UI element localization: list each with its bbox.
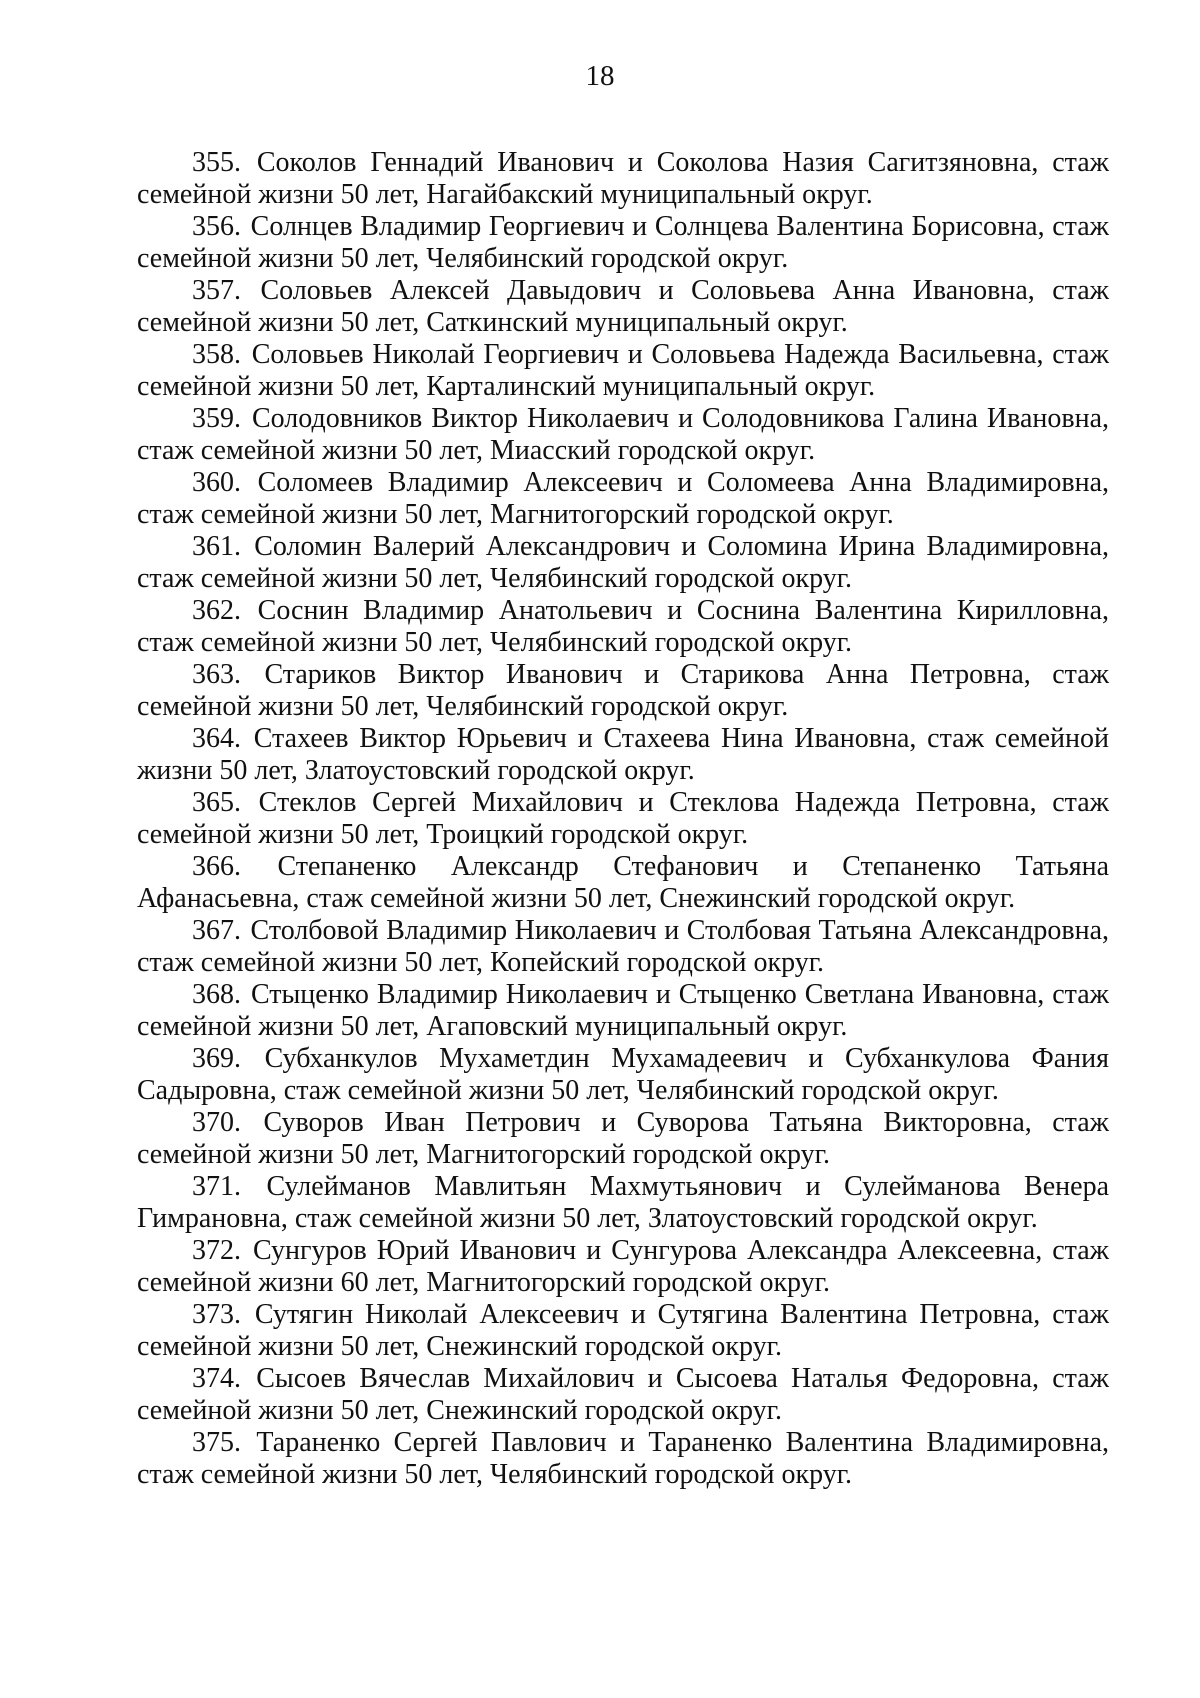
entry-number: 362. bbox=[192, 595, 241, 626]
entry-list bbox=[137, 147, 1109, 1491]
entry-text: Соломеев Владимир Алексеевич и Соломеева Анна Владимировна, стаж семейной жизни 50 лет, Магнитогорский городской округ. bbox=[137, 467, 1109, 530]
entry-text: Тараненко Сергей Павлович и Тараненко Валентина Владимировна, стаж семейной жизни 50 лет, Челябинский городской округ. bbox=[137, 1427, 1110, 1490]
entry-number: 372. bbox=[192, 1235, 241, 1266]
list-item bbox=[137, 1043, 1109, 1107]
list-item bbox=[137, 1427, 1109, 1491]
entry-text: Стыценко Владимир Николаевич и Стыценко Светлана Ивановна, стаж семейной жизни 50 лет, Агаповский муниципальный округ. bbox=[137, 979, 1109, 1042]
list-item bbox=[137, 147, 1109, 211]
entry-text: Соловьев Алексей Давыдович и Соловьева Анна Ивановна, стаж семейной жизни 50 лет, Саткинский муниципальный округ. bbox=[137, 275, 1110, 338]
list-item bbox=[137, 1299, 1109, 1363]
entry-number: 363. bbox=[192, 659, 241, 690]
entry-text: Столбовой Владимир Николаевич и Столбовая Татьяна Александровна, стаж семейной жизни 50 лет, Копейский городской округ. bbox=[137, 915, 1110, 978]
list-item bbox=[137, 1107, 1109, 1171]
entry-text: Сутягин Николай Алексеевич и Сутягина Валентина Петровна, стаж семейной жизни 50 лет, Снежинский городской округ. bbox=[137, 1299, 1109, 1362]
entry-text: Стариков Виктор Иванович и Старикова Анна Петровна, стаж семейной жизни 50 лет, Челябинский городской округ. bbox=[137, 659, 1110, 722]
entry-number: 358. bbox=[192, 339, 241, 370]
entry-number: 366. bbox=[192, 851, 241, 882]
list-item bbox=[137, 275, 1109, 339]
entry-number: 355. bbox=[192, 147, 241, 178]
list-item bbox=[137, 1171, 1109, 1235]
list-item bbox=[137, 339, 1109, 403]
entry-text: Суворов Иван Петрович и Суворова Татьяна Викторовна, стаж семейной жизни 50 лет, Магнитогорский городской округ. bbox=[137, 1107, 1110, 1170]
entry-text: Сысоев Вячеслав Михайлович и Сысоева Наталья Федоровна, стаж семейной жизни 50 лет, Снежинский городской округ. bbox=[137, 1363, 1110, 1426]
entry-text: Степаненко Александр Стефанович и Степаненко Татьяна Афанасьевна, стаж семейной жизни 50 лет, Снежинский городской округ. bbox=[137, 851, 1110, 914]
list-item bbox=[137, 595, 1109, 659]
entry-text: Соломин Валерий Александрович и Соломина Ирина Владимировна, стаж семейной жизни 50 лет, Челябинский городской округ. bbox=[137, 531, 1110, 594]
page-number: 18 bbox=[585, 60, 615, 92]
entry-number: 361. bbox=[192, 531, 241, 562]
entry-text: Солнцев Владимир Георгиевич и Солнцева Валентина Борисовна, стаж семейной жизни 50 лет, Челябинский городской округ. bbox=[137, 211, 1110, 274]
list-item bbox=[137, 531, 1109, 595]
entry-text: Соловьев Николай Георгиевич и Соловьева Надежда Васильевна, стаж семейной жизни 50 лет, Карталинский муниципальный округ. bbox=[137, 339, 1109, 402]
list-item bbox=[137, 979, 1109, 1043]
entry-text: Субханкулов Мухаметдин Мухамадеевич и Субханкулова Фания Садыровна, стаж семейной жизни 50 лет, Челябинский городской округ. bbox=[137, 1043, 1109, 1106]
entry-text: Стахеев Виктор Юрьевич и Стахеева Нина Ивановна, стаж семейной жизни 50 лет, Златоустовский городской округ. bbox=[137, 723, 1109, 786]
entry-number: 357. bbox=[192, 275, 241, 306]
list-item bbox=[137, 851, 1109, 915]
list-item bbox=[137, 403, 1109, 467]
list-item bbox=[137, 723, 1109, 787]
entry-number: 374. bbox=[192, 1363, 241, 1394]
entry-number: 369. bbox=[192, 1043, 241, 1074]
entry-number: 373. bbox=[192, 1299, 241, 1330]
entry-text: Солодовников Виктор Николаевич и Солодовникова Галина Ивановна, стаж семейной жизни 50 лет, Миасский городской округ. bbox=[137, 403, 1109, 466]
list-item bbox=[137, 467, 1109, 531]
list-item bbox=[137, 1363, 1109, 1427]
entry-number: 360. bbox=[192, 467, 241, 498]
entry-number: 365. bbox=[192, 787, 241, 818]
entry-number: 367. bbox=[192, 915, 241, 946]
entry-number: 356. bbox=[192, 211, 241, 242]
list-item bbox=[137, 659, 1109, 723]
list-item bbox=[137, 915, 1109, 979]
list-item bbox=[137, 211, 1109, 275]
entry-number: 364. bbox=[192, 723, 241, 754]
entry-number: 375. bbox=[192, 1427, 241, 1458]
entry-text: Стеклов Сергей Михайлович и Стеклова Надежда Петровна, стаж семейной жизни 50 лет, Троицкий городской округ. bbox=[137, 787, 1110, 850]
entry-number: 368. bbox=[192, 979, 241, 1010]
entry-text: Сунгуров Юрий Иванович и Сунгурова Александра Алексеевна, стаж семейной жизни 60 лет, Магнитогорский городской округ. bbox=[137, 1235, 1109, 1298]
entry-text: Соснин Владимир Анатольевич и Соснина Валентина Кирилловна, стаж семейной жизни 50 лет, Челябинский городской округ. bbox=[137, 595, 1110, 658]
list-item bbox=[137, 1235, 1109, 1299]
entry-text: Сулейманов Мавлитьян Махмутьянович и Сулейманова Венера Гимрановна, стаж семейной жизни 50 лет, Златоустовский городской округ. bbox=[137, 1171, 1110, 1234]
entry-number: 359. bbox=[192, 403, 241, 434]
list-item bbox=[137, 787, 1109, 851]
entry-number: 371. bbox=[192, 1171, 241, 1202]
entry-text: Соколов Геннадий Иванович и Соколова Назия Сагитзяновна, стаж семейной жизни 50 лет, Нагайбакский муниципальный округ. bbox=[137, 147, 1109, 210]
entry-number: 370. bbox=[192, 1107, 241, 1138]
